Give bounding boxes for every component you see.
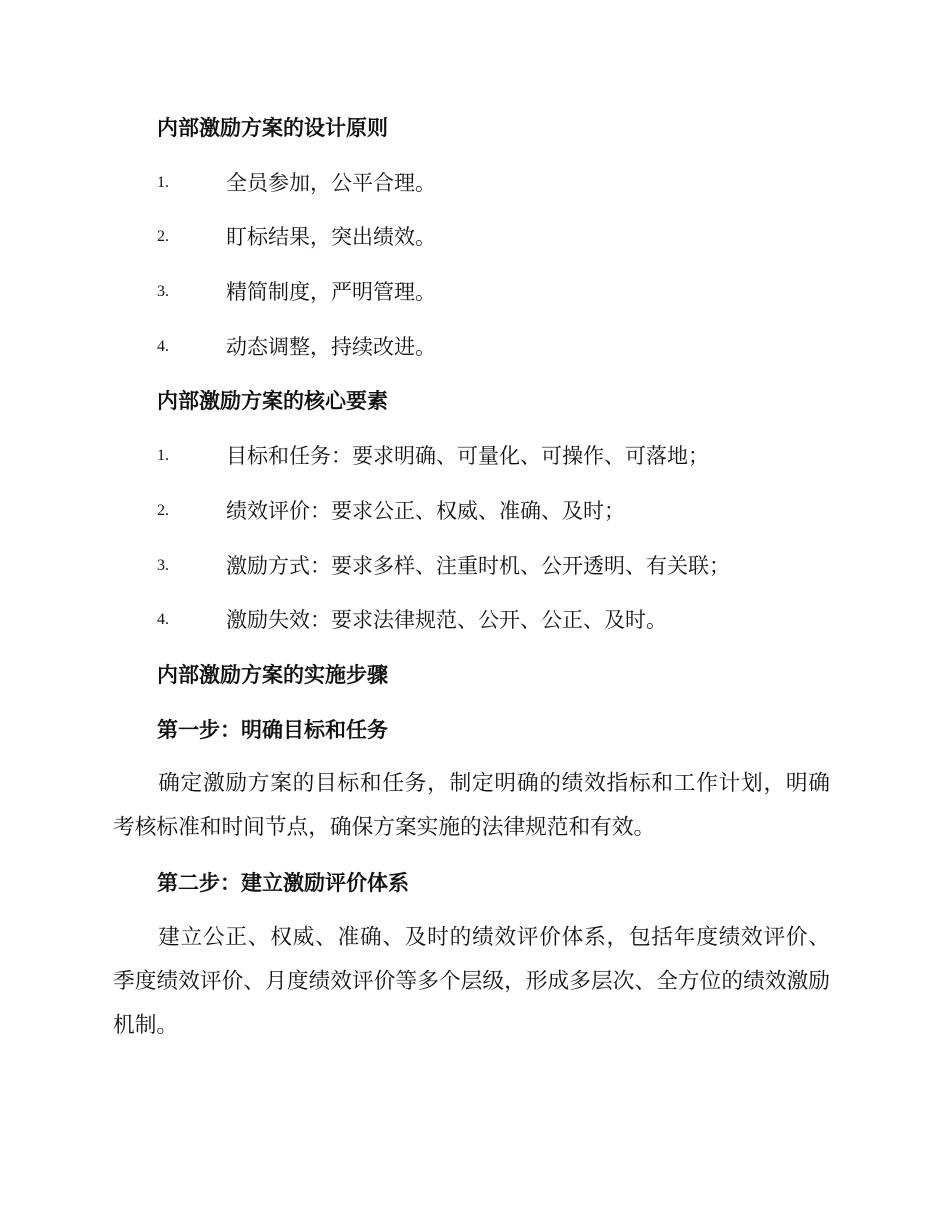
- step-paragraph: 确定激励方案的目标和任务，制定明确的绩效指标和工作计划，明确考核标准和时间节点，确保方案实施的法律规范和有效。: [113, 771, 830, 841]
- section-heading: 内部激励方案的设计原则: [157, 115, 388, 140]
- document-page: [113, 106, 830, 1058]
- list-number: 4.: [157, 611, 169, 629]
- list-number: 1.: [157, 173, 169, 191]
- section-heading: 内部激励方案的实施步骤: [157, 661, 388, 687]
- list-text: 动态调整，持续改进。: [226, 334, 436, 359]
- list-text: 目标和任务：要求明确、可量化、可操作、可落地；: [226, 444, 709, 469]
- list-item: [113, 215, 830, 259]
- list-item: [113, 489, 830, 533]
- step-heading: 第二步：建立激励评价体系: [157, 869, 409, 895]
- list-item: [113, 161, 830, 205]
- list-text: 全员参加，公平合理。: [226, 170, 436, 195]
- step-heading: 第一步：明确目标和任务: [157, 716, 388, 742]
- list-item: [113, 598, 830, 642]
- list-text: 激励失效：要求法律规范、公开、公正、及时。: [226, 608, 667, 633]
- list-item: [113, 544, 830, 588]
- list-number: 2.: [157, 228, 169, 246]
- list-text: 盯标结果，突出绩效。: [226, 225, 436, 250]
- list-number: 4.: [157, 337, 169, 355]
- list-number: 2.: [157, 501, 169, 519]
- list-item: [113, 434, 830, 478]
- list-item: [113, 270, 830, 314]
- list-text: 激励方式：要求多样、注重时机、公开透明、有关联；: [226, 553, 730, 578]
- list-number: 3.: [157, 283, 169, 301]
- list-number: 1.: [157, 447, 169, 465]
- list-number: 3.: [157, 556, 169, 574]
- step-paragraph: 建立公正、权威、准确、及时的绩效评价体系，包括年度绩效评价、季度绩效评价、月度绩效评价等多个层级，形成多层次、全方位的绩效激励机制。: [113, 924, 830, 1038]
- list-text: 绩效评价：要求公正、权威、准确、及时；: [226, 498, 625, 523]
- list-item: [113, 325, 830, 369]
- list-text: 精简制度，严明管理。: [226, 280, 436, 305]
- section-heading: 内部激励方案的核心要素: [157, 388, 388, 414]
